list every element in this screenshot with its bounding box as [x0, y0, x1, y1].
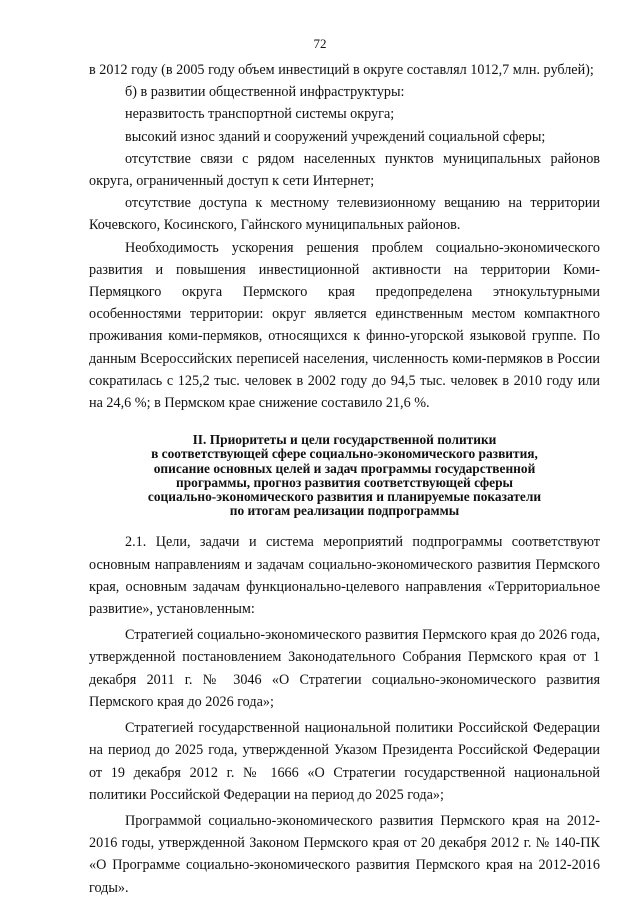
heading-line: по итогам реализации подпрограммы	[229, 503, 460, 519]
section-heading	[89, 433, 600, 518]
heading-line: описание основных целей и задач программы государственной	[153, 460, 536, 476]
page-number: 72	[313, 36, 327, 51]
paragraph: отсутствие связи с рядом населенных пунктов муниципальных районов округа, ограниченный доступ к сети Интернет;	[89, 150, 600, 190]
heading-line: социально-экономического развития и планируемые показатели	[147, 489, 542, 505]
paragraph: Программой социально-экономического развития Пермского края на 2012-2016 годы, утвержденной Законом Пермского края от 20 декабря 2012 г. № 140-ПК «О Программе социально-экономического развития Пермского края на 2012-2016 годы».	[89, 812, 600, 896]
heading-line: в соответствующей сфере социально-экономического развития,	[151, 446, 538, 462]
paragraph: б) в развитии общественной инфраструктуры:	[125, 84, 405, 101]
paragraph: Стратегией государственной национальной политики Российской Федерации на период до 2025 года, утвержденной Указом Президента Российской Федерации от 19 декабря 2012 г. № 1666 «О Стратегии государственной национальной политики Российской Федерации на период до 2025 года»;	[89, 720, 600, 803]
paragraph: отсутствие доступа к местному телевизионному вещанию на территории Кочевского, Косинского, Гайнского муниципальных районов.	[89, 195, 600, 234]
paragraph: Стратегией социально-экономического развития Пермского края до 2026 года, утвержденной постановлением Законодательного Собрания Пермского края от 1 декабря 2011 г. № 3046 «О Стратегии социально-экономического развития Пермского края до 2026 года»;	[89, 627, 600, 710]
paragraph: 2.1. Цели, задачи и система мероприятий подпрограммы соответствуют основным направлениям и задачам социально-экономического развития Пермского края, основным задачам функционально-целевого направления «Территориальное развитие», установленным:	[89, 534, 600, 618]
paragraph: Необходимость ускорения решения проблем социально-экономического развития и повышения инвестиционной активности на территории Коми-Пермяцкого округа Пермского края предопределена этнокультурными особенностями территории: округ является единственным местом компактного проживания коми-пермяков, относящихся к финно-угорской языковой группе. По данным Всероссийских переписей населения, численность коми-пермяков в России сократилась с 125,2 тыс. человек в 2002 году до 94,5 тыс. человек в 2010 году или на 24,6 %; в Пермском крае снижение составило 21,6 %.	[89, 239, 600, 412]
paragraph: в 2012 году (в 2005 году объем инвестиций в округе составлял 1012,7 млн. рублей);	[89, 62, 594, 78]
paragraph: высокий износ зданий и сооружений учреждений социальной сферы;	[125, 128, 546, 145]
page-body	[89, 59, 600, 899]
paragraph: неразвитость транспортной системы округа;	[125, 106, 395, 123]
heading-line: программы, прогноз развития соответствующей сферы	[176, 474, 513, 490]
heading-line: II. Приоритеты и цели государственной политики	[192, 432, 497, 448]
